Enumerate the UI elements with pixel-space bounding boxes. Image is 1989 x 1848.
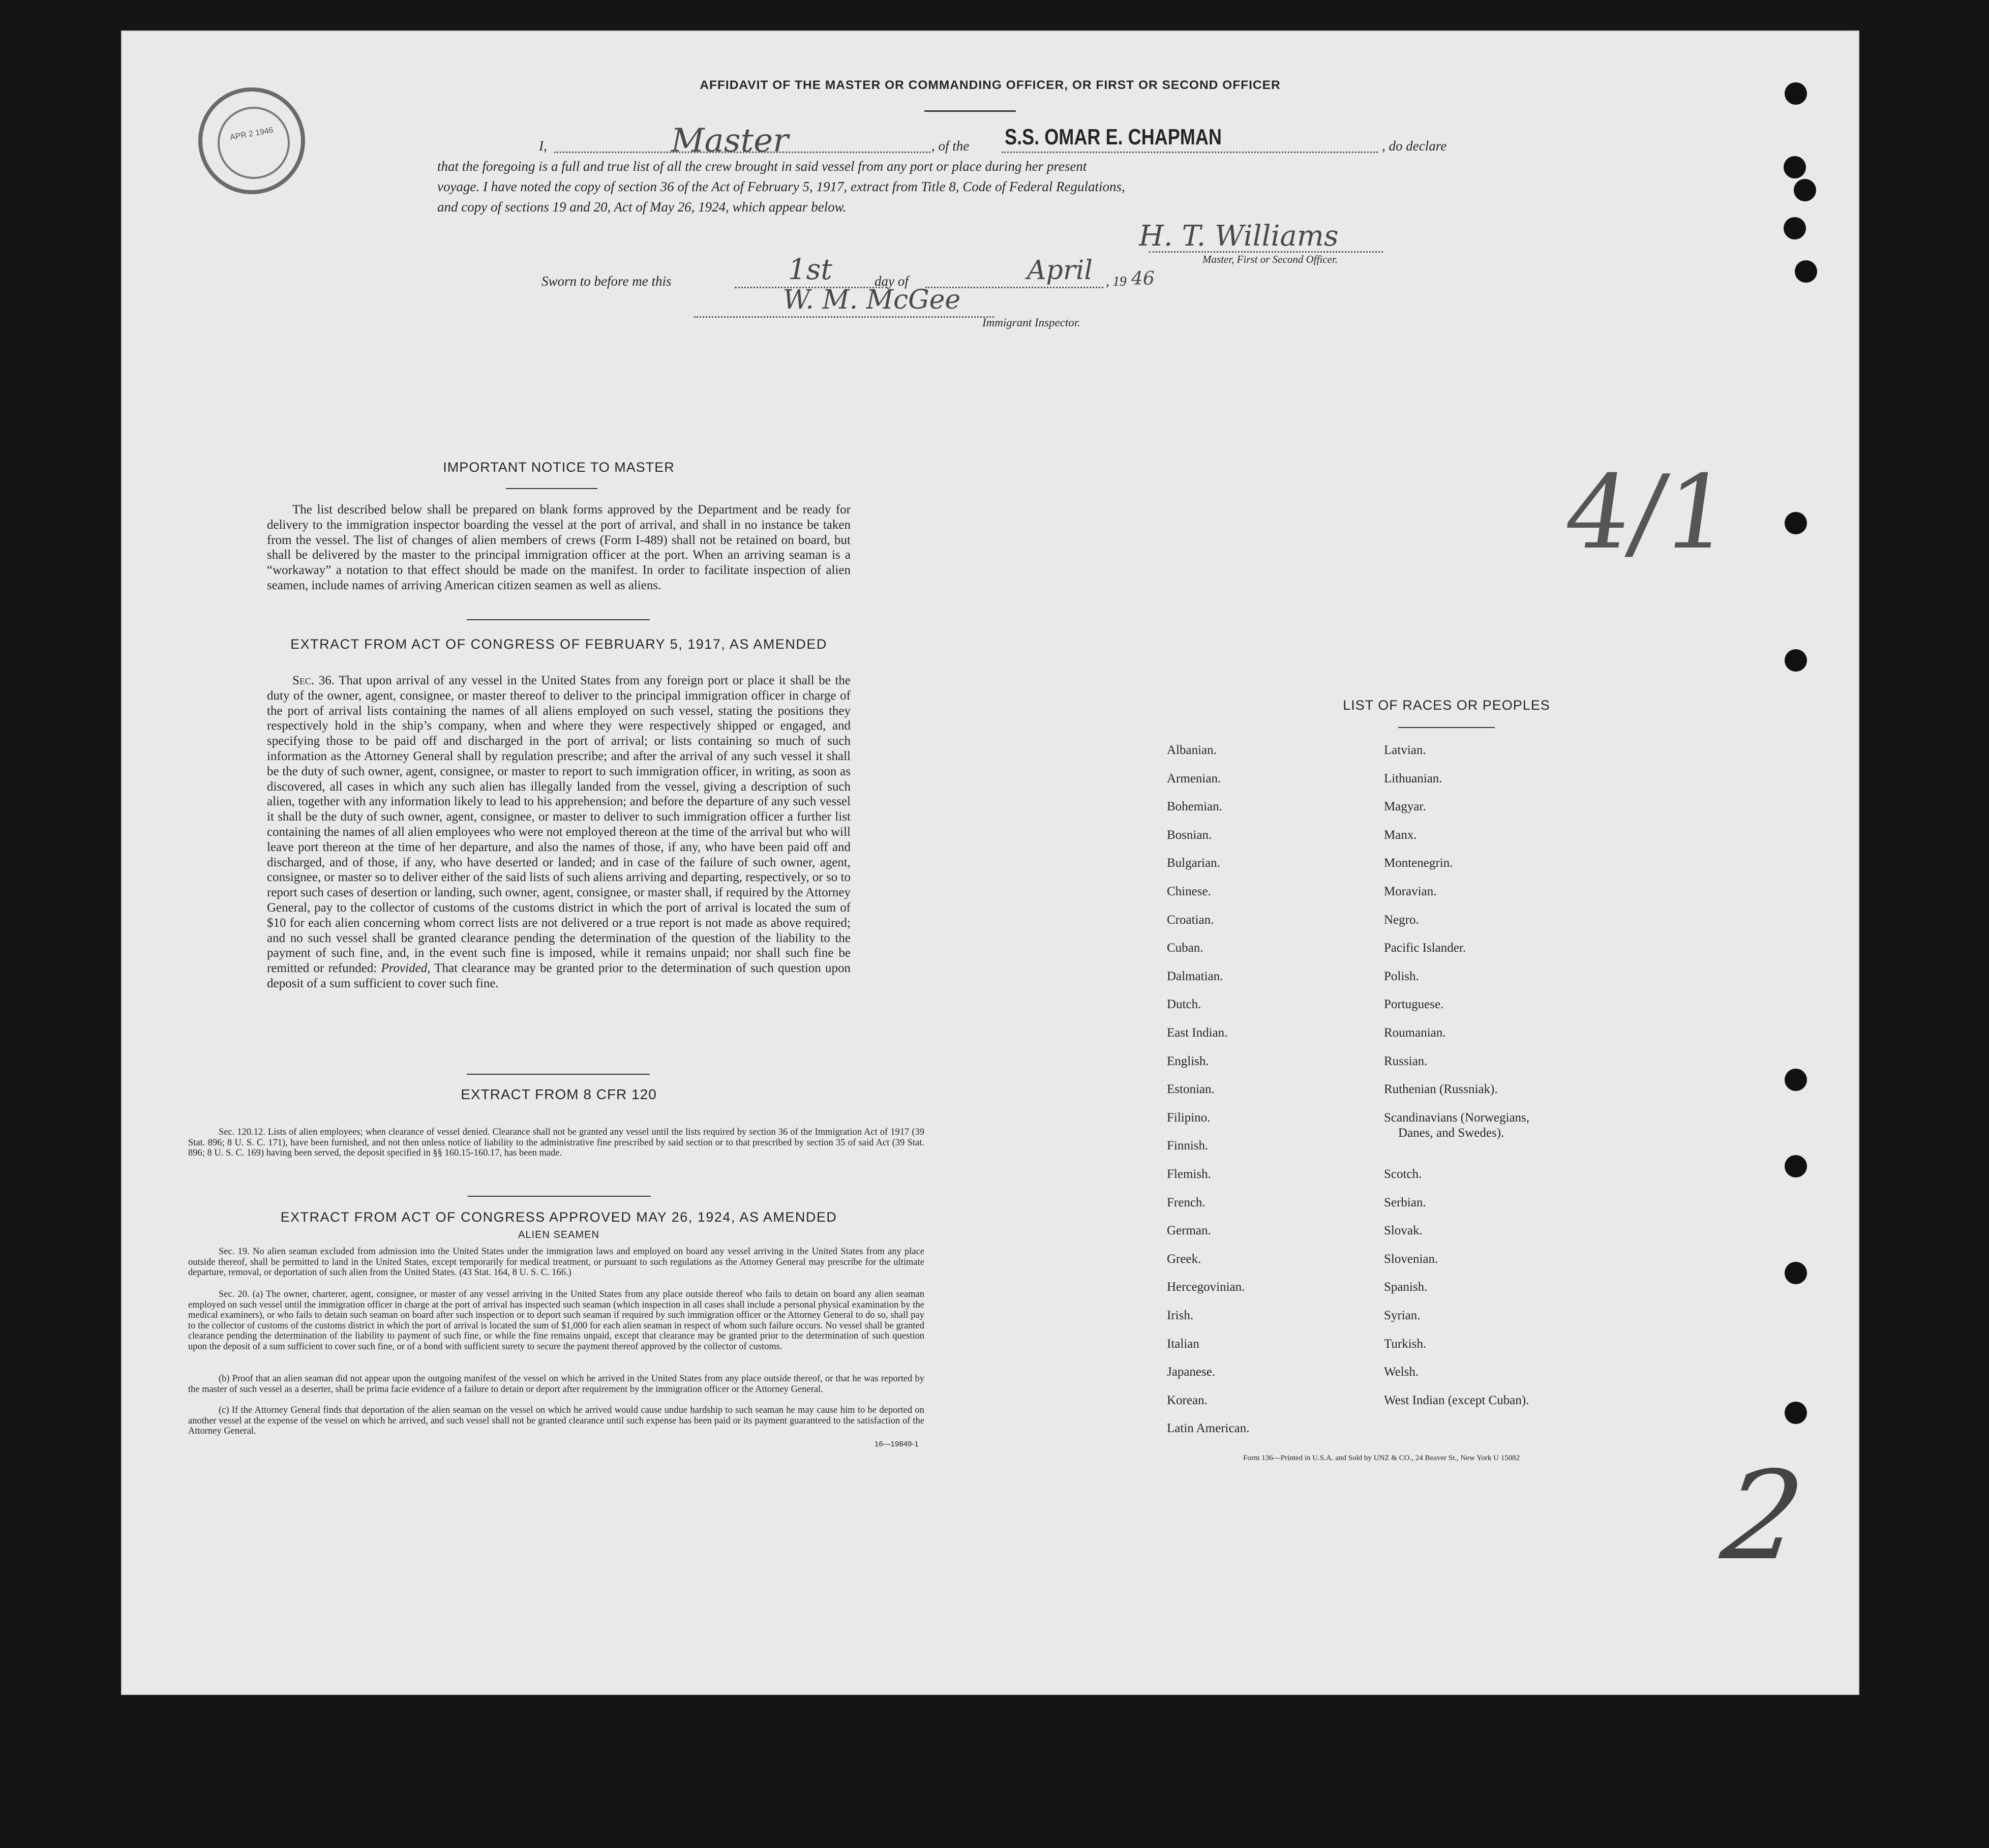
race-item: Italian — [1167, 1337, 1199, 1351]
declaration-line-2: voyage. I have noted the copy of section 36 of the Act of February 5, 1917, extract from Title 8, Code of Federal Regulations, — [437, 179, 1125, 194]
notice-body: The list described below shall be prepared on blank forms approved by the Department and be ready for delivery to the immigration inspector boarding the vessel at the port of arrival, and shall in no instance be taken from the vessel. The list of changes of alien members of crews (Form I-489) shall not be retained on board, but shall be delivered by the master to the principal immigration officer at the port. When an arriving seaman is a “workaway” a notation to that effect should be made on the manifest. In order to facilitate inspection of alien seamen, include names of arriving American citizen seamen as well as aliens. — [267, 503, 851, 592]
race-item: Slovak. — [1384, 1224, 1423, 1238]
race-item: Turkish. — [1384, 1337, 1427, 1351]
notice-title: IMPORTANT NOTICE TO MASTER — [443, 460, 675, 475]
race-item: Welsh. — [1384, 1365, 1419, 1379]
race-item: German. — [1167, 1224, 1211, 1238]
document-page — [122, 32, 1858, 1694]
punch-hole — [1785, 649, 1807, 672]
race-item: Greek. — [1167, 1252, 1201, 1266]
race-item: West Indian (except Cuban). — [1384, 1393, 1529, 1407]
race-item: Flemish. — [1167, 1167, 1211, 1181]
races-title: LIST OF RACES OR PEOPLES — [1343, 698, 1550, 713]
punch-hole — [1785, 1155, 1807, 1177]
race-item: Cuban. — [1167, 941, 1203, 955]
form-code: 16—19849-1 — [875, 1440, 919, 1448]
declaration-line-3: and copy of sections 19 and 20, Act of May 26, 1924, which appear below. — [437, 199, 847, 215]
affidavit-title: AFFIDAVIT OF THE MASTER OR COMMANDING OFFICER, OR FIRST OR SECOND OFFICER — [700, 78, 1281, 92]
vessel-name: S.S. OMAR E. CHAPMAN — [1005, 125, 1222, 149]
race-item: Scandinavians (Norwegians, — [1384, 1110, 1530, 1125]
punch-hole — [1795, 260, 1817, 283]
sec-19-text: Sec. 19. No alien seaman excluded from admission into the United States under the immigration laws and employed on board any vessel arriving in the United States from any place outside thereof, shall be permitted to land in the United States, except temporarily for medical treatment, or pursuant to such regulations as the Attorney General may prescribe for the ultimate departure, removal, or deportation of such alien from the United States. (43 Stat. 164, 8 U. S. C. 166.) — [188, 1247, 924, 1278]
punch-hole — [1794, 179, 1816, 201]
race-item: Manx. — [1384, 828, 1417, 842]
punch-hole — [1784, 217, 1806, 239]
master-signature-caption: Master, First or Second Officer. — [1202, 253, 1338, 265]
declaration-line-1: that the foregoing is a full and true list of all the crew brought in said vessel from any port or place during her present — [437, 159, 1087, 174]
race-item: Pacific Islander. — [1384, 941, 1466, 955]
sworn-prefix: Sworn to before me this — [541, 274, 672, 289]
race-item: Polish. — [1384, 969, 1419, 983]
race-item: Lithuanian. — [1384, 771, 1442, 785]
date-stamp — [198, 87, 305, 194]
provided-word: Provided, — [381, 961, 431, 976]
day-of-label: day of — [875, 274, 909, 289]
race-item: Russian. — [1384, 1054, 1428, 1068]
race-item: Bosnian. — [1167, 828, 1212, 842]
race-item: Serbian. — [1384, 1195, 1426, 1209]
extract-1924-title: EXTRACT FROM ACT OF CONGRESS APPROVED MAY 26, 1924, AS AMENDED — [280, 1209, 837, 1225]
sec-36-text: That upon arrival of any vessel in the United States from any foreign port or place it shall be the duty of the owner, agent, consignee, or master thereof to deliver to the principal immigration officer in charge of the port of arrival lists containing the names of all aliens employed on such vessel, stating the positions they respectively hold in the ship’s company, when and where they were respectively shipped or engaged, and specifying those to be paid off and discharged in the port of arrival; or lists containing so much of such information as the Attorney General shall by regulation prescribe; and after the arrival of any such vessel it shall be the duty of such owner, agent, consignee, or master to report to such immigration officer, in writing, as soon as discovered, all cases in which any such alien has illegally landed from the vessel, giving a description of such alien, together with any information likely to lead to his apprehension; and before the departure of any such vessel it shall be the duty of such owner, agent, consignee, or master to deliver to such immigration officer a further list containing the names of all alien employees who were not employed thereon at the time of the arrival but who will leave port thereon at the time of her departure, and also the names of those, if any, who have been paid off and discharged, and of those, if any, who have deserted or landed; and in case of the failure of such owner, agent, consignee, or master so to deliver either of the said lists of such aliens arriving and departing, respectively, or so to report such cases of desertion or landing, such owner, agent, consignee, or master shall, if required by the Attorney General, pay to the collector of customs of the customs district in which the port of arrival is located the sum of $10 for each alien concerning whom correct lists are not delivered or a true report is not made as above required; and no such vessel shall be granted clearance pending the determination of the question of the liability to the payment of such fine, and, in the event such fine is imposed, while it remains unpaid; nor shall such fine be remitted or refunded: — [267, 674, 851, 976]
punch-hole — [1785, 1402, 1807, 1424]
sec-20a-text: Sec. 20. (a) The owner, charterer, agent, consignee, or master of any vessel arriving in the United States from any place outside thereof who fails to detain on board any alien seaman employed on such vessel until the immigration officer in charge at the port of arrival has inspected such seaman (which inspection in all cases shall include a personal physical examination by the medical examiners), or who fails to detain such seaman on board after such inspection or to deport such seaman if required by such immigration officer or the Attorney General to do so, shall pay to the collector of customs of the customs district in which the port of arrival is located the sum of $1,000 for each alien seaman in respect of whom such failure occurs. No vessel shall be granted clearance pending the determination of the liability to payment of such fine, or while the fine remains unpaid, except that clearance may be granted prior to the determination of such question upon the deposit of a sum sufficient to cover such fine, or of a bond with sufficient surety to secure the payment thereof approved by the collector of customs. — [188, 1289, 924, 1352]
race-item: Estonian. — [1167, 1082, 1215, 1097]
extract-1917-body — [267, 673, 851, 991]
vessel-name-line — [1002, 152, 1378, 153]
race-item: East Indian. — [1167, 1026, 1228, 1040]
punch-hole — [1785, 1069, 1807, 1091]
race-item: Albanian. — [1167, 743, 1217, 757]
race-item: Negro. — [1384, 913, 1419, 927]
race-item: Portuguese. — [1384, 997, 1444, 1012]
extract-1924-subtitle: ALIEN SEAMEN — [518, 1229, 599, 1240]
race-item: Ruthenian (Russniak). — [1384, 1082, 1498, 1097]
races-title-rule — [1398, 727, 1495, 728]
race-item: Dalmatian. — [1167, 969, 1223, 983]
race-item: Hercegovinian. — [1167, 1280, 1245, 1294]
race-item: Latvian. — [1384, 743, 1426, 757]
sec-36-label: Sec. 36. — [292, 674, 335, 687]
extract-cfr-title: EXTRACT FROM 8 CFR 120 — [461, 1086, 657, 1102]
extract-1917-title: EXTRACT FROM ACT OF CONGRESS OF FEBRUARY 5, 1917, AS AMENDED — [290, 637, 827, 652]
master-handwritten: Master — [671, 122, 789, 160]
of-the-label: , of the — [931, 138, 970, 154]
race-item: Armenian. — [1167, 771, 1221, 785]
footer-form-line: Form 136—Printed in U.S.A. and Sold by UNZ & CO., 24 Beaver St., New York U 15082 — [1243, 1454, 1520, 1462]
race-item: Moravian. — [1384, 885, 1437, 898]
race-item: Finnish. — [1167, 1139, 1209, 1153]
race-item: Syrian. — [1384, 1309, 1421, 1322]
punch-hole — [1784, 156, 1806, 178]
corner-mark: 2 — [1700, 1445, 1825, 1587]
month-handwritten: April — [1027, 255, 1093, 286]
race-item: Japanese. — [1167, 1365, 1216, 1379]
race-item: Spanish. — [1384, 1280, 1428, 1294]
race-item: English. — [1167, 1054, 1209, 1068]
race-item: Scotch. — [1384, 1167, 1422, 1181]
affidavit-i-label: I, — [539, 138, 547, 154]
race-item: Montenegrin. — [1384, 856, 1453, 870]
inspector-signature: W. M. McGee — [783, 285, 961, 315]
punch-hole — [1785, 512, 1807, 534]
race-item: French. — [1167, 1195, 1206, 1209]
race-item: Irish. — [1167, 1309, 1194, 1322]
race-item: Dutch. — [1167, 997, 1201, 1012]
page-annotation: 4/1 — [1557, 453, 1738, 572]
punch-hole — [1785, 1262, 1807, 1284]
race-item: Croatian. — [1167, 913, 1214, 927]
provided-rest: That clearance may be granted prior to the determination of such question upon deposit of a sum sufficient to cover such fine. — [267, 961, 851, 990]
race-item: Filipino. — [1167, 1110, 1211, 1125]
race-item: Latin American. — [1167, 1421, 1250, 1436]
punch-hole — [1785, 82, 1807, 105]
race-item: Chinese. — [1167, 885, 1211, 898]
affidavit-title-rule — [924, 110, 1016, 112]
sec-20b-text: (b) Proof that an alien seaman did not appear upon the outgoing manifest of the vessel on which he arrived in the United States from any place outside thereof, or that he was reported by the master of such vessel as a deserter, shall be prima facie evidence of a failure to detain or deport after requirement by the immigration officer or the Attorney General. — [188, 1374, 924, 1395]
year-printed: , 19 — [1106, 274, 1127, 289]
race-item: Bulgarian. — [1167, 856, 1220, 870]
sec-20c-text: (c) If the Attorney General finds that deportation of the alien seaman on the vessel on which he arrived would cause undue hardship to such seaman he may cause him to be deported on another vessel at the expense of the vessel on which he arrived, and such vessel shall not be granted clearance until such expense has been paid or its payment guaranteed to the satisfaction of the Attorney General. — [188, 1405, 924, 1437]
race-item: Korean. — [1167, 1393, 1208, 1407]
inspector-caption: Immigrant Inspector. — [982, 316, 1080, 329]
notice-end-rule — [467, 619, 650, 620]
extract-1917-end-rule — [467, 1074, 650, 1075]
extract-cfr-end-rule — [468, 1196, 651, 1197]
master-signature-line — [1149, 251, 1383, 253]
race-item: Slovenian. — [1384, 1252, 1438, 1266]
date-stamp-text: APR 2 1946 — [229, 126, 274, 142]
year-handwritten: 46 — [1131, 268, 1155, 289]
race-item: Roumanian. — [1384, 1026, 1446, 1040]
do-declare-label: , do declare — [1382, 138, 1447, 154]
extract-cfr-body: Sec. 120.12. Lists of alien employees; when clearance of vessel denied. Clearance shall not be granted any vessel until the lists required by section 36 of the Immigration Act of 1917 (39 Stat. 896; 8 U. S. C. 171), have been furnished, and not then unless notice of liability to the administrative fine prescribed by said section or to that prescribed by section 35 of said Act (39 Stat. 896; 8 U. S. C. 169) having been served, the deposit specified in §§ 160.15-160.17, has been made. — [188, 1127, 924, 1159]
race-item: Danes, and Swedes). — [1398, 1126, 1504, 1140]
race-item: Bohemian. — [1167, 800, 1223, 814]
inspector-line — [694, 316, 994, 318]
race-item: Magyar. — [1384, 800, 1426, 814]
notice-title-rule — [506, 488, 597, 489]
master-signature: H. T. Williams — [1139, 220, 1339, 253]
day-handwritten: 1st — [788, 253, 832, 286]
